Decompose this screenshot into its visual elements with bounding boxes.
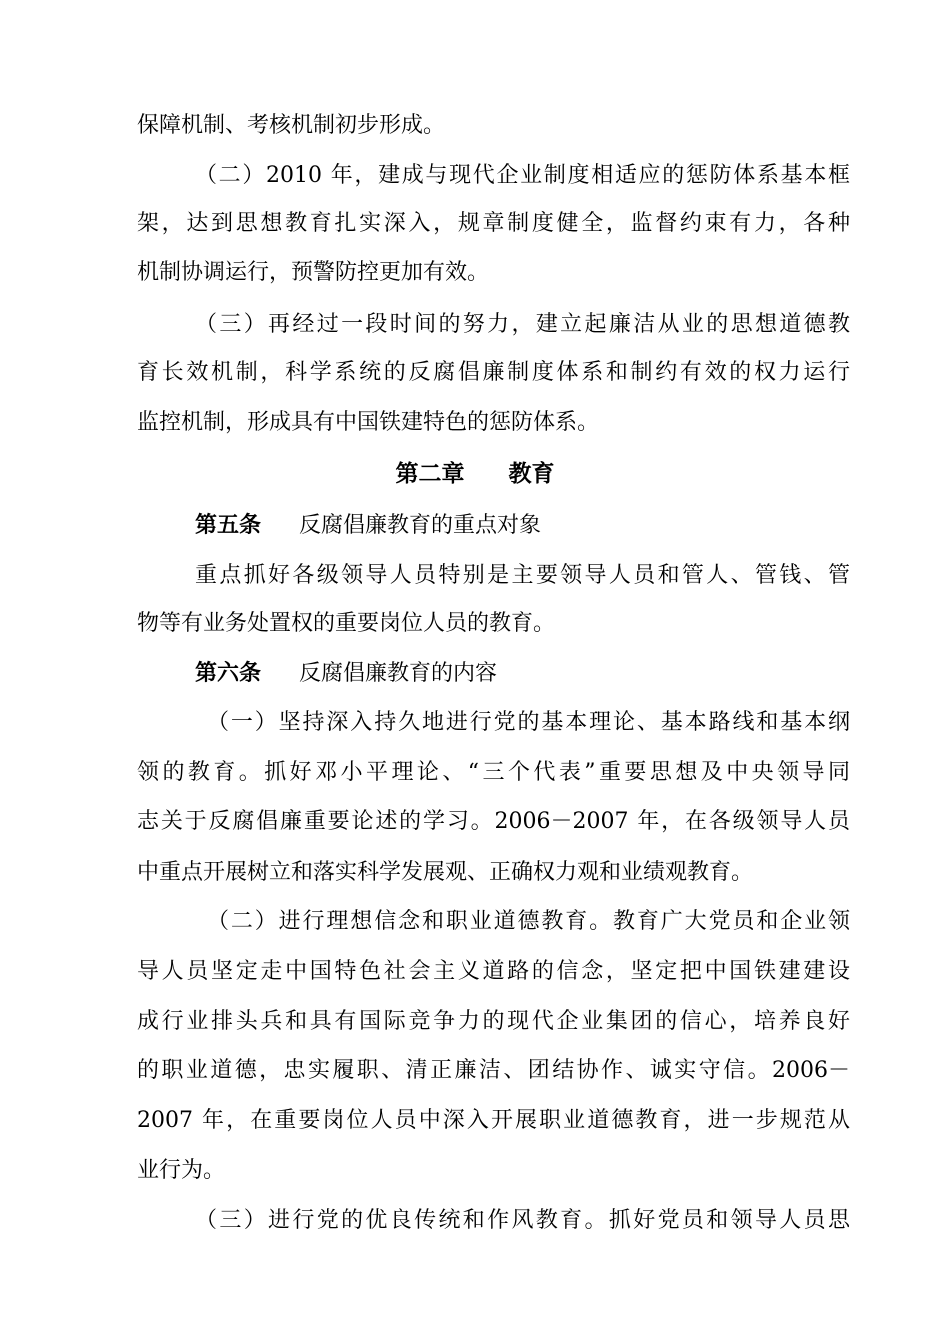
paragraph-line: 保障机制、考核机制初步形成。 <box>137 113 446 138</box>
chapter-heading <box>0 459 950 489</box>
paragraph-line: 业行为。 <box>137 1158 226 1183</box>
paragraph-line: 架，达到思想教育扎实深入，规章制度健全，监督约束有力，各种 <box>137 211 850 236</box>
article-number: 第五条 <box>195 512 262 538</box>
paragraph-line: 志关于反腐倡廉重要论述的学习。2006－2007 年，在各级领导人员 <box>137 809 850 834</box>
paragraph-line: 物等有业务处置权的重要岗位人员的教育。 <box>137 611 556 636</box>
paragraph-line: 重点抓好各级领导人员特别是主要领导人员和管人、管钱、管 <box>195 563 850 588</box>
chapter-title: 教育 <box>508 460 555 487</box>
paragraph-line: 的职业道德，忠实履职、清正廉洁、团结协作、诚实守信。2006－ <box>137 1058 850 1083</box>
paragraph-line: 机制协调运行，预警防控更加有效。 <box>137 260 490 285</box>
paragraph-line: （二）进行理想信念和职业道德教育。教育广大党员和企业领 <box>207 909 850 934</box>
article-title: 反腐倡廉教育的内容 <box>299 661 498 686</box>
paragraph-line: 中重点开展树立和落实科学发展观、正确权力观和业绩观教育。 <box>137 860 754 885</box>
paragraph-line: 成行业排头兵和具有国际竞争力的现代企业集团的信心，培养良好 <box>137 1009 850 1034</box>
article-heading <box>195 510 541 541</box>
article-heading <box>195 658 497 689</box>
paragraph-line: 育长效机制，科学系统的反腐倡廉制度体系和制约有效的权力运行 <box>137 360 850 385</box>
article-number: 第六条 <box>195 660 262 686</box>
chapter-number: 第二章 <box>395 460 465 487</box>
paragraph-line: （一）坚持深入持久地进行党的基本理论、基本路线和基本纲 <box>207 710 850 735</box>
paragraph-line: （二）2010 年，建成与现代企业制度相适应的惩防体系基本框 <box>195 163 850 188</box>
paragraph-line: 领的教育。抓好邓小平理论、“三个代表”重要思想及中央领导同 <box>137 760 850 785</box>
paragraph-line: 2007 年，在重要岗位人员中深入开展职业道德教育，进一步规范从 <box>137 1108 850 1133</box>
paragraph-line: 导人员坚定走中国特色社会主义道路的信念，坚定把中国铁建建设 <box>137 959 850 984</box>
paragraph-line: （三）再经过一段时间的努力，建立起廉洁从业的思想道德教 <box>195 312 850 337</box>
article-title: 反腐倡廉教育的重点对象 <box>299 513 542 538</box>
paragraph-line: （三）进行党的优良传统和作风教育。抓好党员和领导人员思 <box>195 1208 850 1233</box>
paragraph-line: 监控机制，形成具有中国铁建特色的惩防体系。 <box>137 410 600 435</box>
